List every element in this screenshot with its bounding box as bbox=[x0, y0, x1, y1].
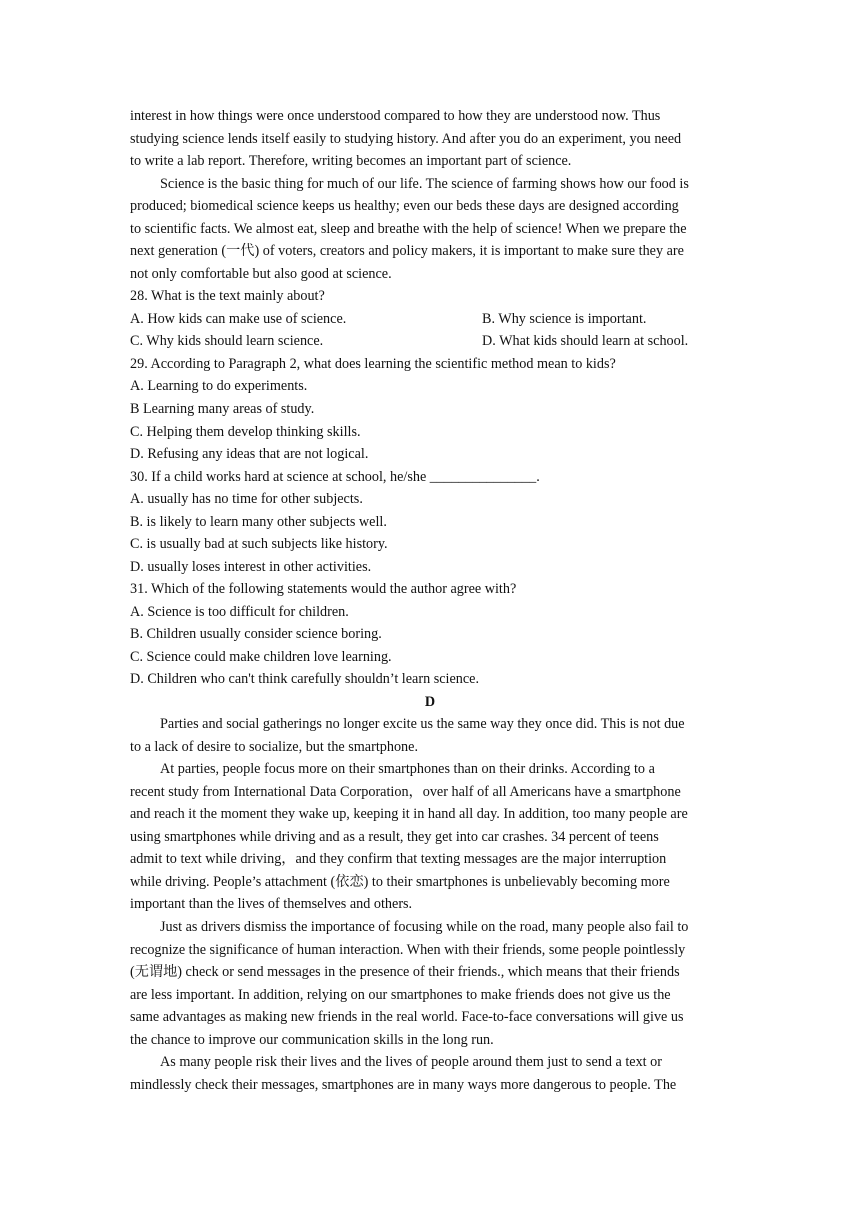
option-c: C. Helping them develop thinking skills. bbox=[130, 424, 361, 440]
text-line: to write a lab report. Therefore, writing becomes an important part of science. bbox=[130, 153, 572, 169]
option-d: D. What kids should learn at school. bbox=[482, 333, 689, 349]
text-line: to a lack of desire to socialize, but the smartphone. bbox=[130, 739, 418, 755]
text-line: Just as drivers dismiss the importance of focusing while on the road, many people also fail to bbox=[160, 919, 689, 935]
text-line: to scientific facts. We almost eat, sleep and breathe with the help of science! When we prepare the bbox=[130, 221, 687, 237]
text-line: Parties and social gatherings no longer excite us the same way they once did. This is not due bbox=[160, 716, 685, 732]
option-c: C. Why kids should learn science. bbox=[130, 333, 324, 349]
text-line: mindlessly check their messages, smartphones are in many ways more dangerous to people. The bbox=[130, 1077, 677, 1093]
text-line: studying science lends itself easily to studying history. And after you do an experiment, you need bbox=[130, 131, 682, 147]
option-b: B. Why science is important. bbox=[482, 311, 647, 327]
text-line: the chance to improve our communication skills in the long run. bbox=[130, 1032, 494, 1048]
text-line: interest in how things were once understood compared to how they are understood now. Thus bbox=[130, 108, 661, 124]
option-b: B. is likely to learn many other subjects well. bbox=[130, 514, 387, 530]
question-stem: 28. What is the text mainly about? bbox=[130, 288, 325, 304]
text-line: (无谓地) check or send messages in the presence of their friends., which means that their friends bbox=[130, 964, 680, 980]
text-line: while driving. People’s attachment (依恋) to their smartphones is unbelievably becoming more bbox=[130, 874, 670, 890]
option-a: A. Science is too difficult for children. bbox=[130, 604, 349, 620]
text-line: admit to text while driving，and they confirm that texting messages are the major interruption bbox=[130, 851, 667, 867]
text-line: Science is the basic thing for much of our life. The science of farming shows how our food is bbox=[160, 176, 689, 192]
text-line: recent study from International Data Corporation，over half of all Americans have a smartphone bbox=[130, 784, 681, 800]
text-line: are less important. In addition, relying on our smartphones to make friends does not give us the bbox=[130, 987, 671, 1003]
option-d: D. Children who can't think carefully shouldn’t learn science. bbox=[130, 671, 479, 687]
option-d: D. Refusing any ideas that are not logical. bbox=[130, 446, 369, 462]
text-line: same advantages as making new friends in the real world. Face-to-face conversations will give us bbox=[130, 1009, 684, 1025]
text-line: At parties, people focus more on their smartphones than on their drinks. According to a bbox=[160, 761, 655, 777]
text-line: recognize the significance of human interaction. When with their friends, some people pointlessly bbox=[130, 942, 686, 958]
option-c: C. is usually bad at such subjects like history. bbox=[130, 536, 388, 552]
option-a: A. How kids can make use of science. bbox=[130, 311, 347, 327]
option-b: B Learning many areas of study. bbox=[130, 401, 315, 417]
text-line: next generation (一代) of voters, creators and policy makers, it is important to make sure they are bbox=[130, 243, 684, 259]
option-a: A. Learning to do experiments. bbox=[130, 378, 308, 394]
text-line: As many people risk their lives and the lives of people around them just to send a text or bbox=[160, 1054, 662, 1070]
text-line: not only comfortable but also good at science. bbox=[130, 266, 392, 282]
text-line: important than the lives of themselves and others. bbox=[130, 896, 413, 912]
section-heading: D bbox=[424, 694, 436, 710]
option-a: A. usually has no time for other subjects. bbox=[130, 491, 363, 507]
text-line: and reach it the moment they wake up, keeping it in hand all day. In addition, too many people are bbox=[130, 806, 688, 822]
question-stem: 31. Which of the following statements would the author agree with? bbox=[130, 581, 517, 597]
question-stem: 29. According to Paragraph 2, what does learning the scientific method mean to kids? bbox=[130, 356, 616, 372]
text-line: using smartphones while driving and as a result, they get into car crashes. 34 percent of teens bbox=[130, 829, 659, 845]
option-c: C. Science could make children love learning. bbox=[130, 649, 392, 665]
text-line: produced; biomedical science keeps us healthy; even our beds these days are designed according bbox=[130, 198, 679, 214]
question-stem: 30. If a child works hard at science at school, he/she _______________. bbox=[130, 469, 540, 485]
option-b: B. Children usually consider science boring. bbox=[130, 626, 382, 642]
option-d: D. usually loses interest in other activities. bbox=[130, 559, 372, 575]
